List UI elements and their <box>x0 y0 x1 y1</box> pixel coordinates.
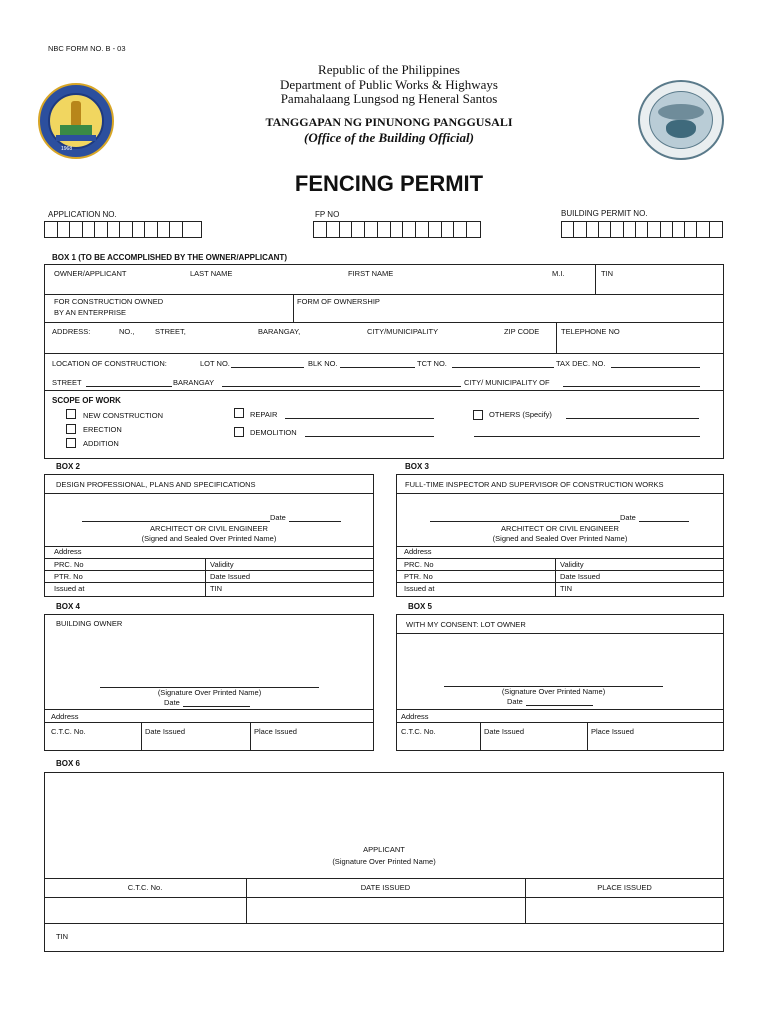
building-permit-no-label: BUILDING PERMIT NO. <box>561 209 648 218</box>
blk-no-label: BLK NO. <box>308 359 338 368</box>
tax-dec-no-field[interactable] <box>611 367 700 368</box>
box6-date-issued-field[interactable] <box>247 898 524 922</box>
box3-title: ARCHITECT OR CIVIL ENGINEER <box>501 524 619 533</box>
box2-date-issued-label: Date Issued <box>210 572 251 581</box>
box2-signature-field[interactable] <box>82 521 270 522</box>
box2-subtitle: (Signed and Sealed Over Printed Name) <box>141 534 277 543</box>
zip-code-label: ZIP CODE <box>504 327 540 336</box>
box5-date-label: Date <box>507 697 523 706</box>
form-number: NBC FORM NO. B - 03 <box>48 44 126 53</box>
box1-header: BOX 1 (TO BE ACCOMPLISHED BY THE OWNER/APPLICANT) <box>52 253 287 262</box>
fp-no-field[interactable] <box>313 221 481 238</box>
header-line-2: Department of Public Works & Highways <box>280 77 498 92</box>
box5 <box>396 614 724 751</box>
erection-checkbox[interactable] <box>66 424 76 434</box>
repair-checkbox[interactable] <box>234 408 244 418</box>
box4-header: BUILDING OWNER <box>56 619 123 628</box>
new-construction-checkbox[interactable] <box>66 409 76 419</box>
others-label: OTHERS (Specify) <box>489 410 552 419</box>
others-checkbox[interactable] <box>473 410 483 420</box>
header-line-1: Republic of the Philippines <box>318 62 460 77</box>
office-title-english: (Office of the Building Official) <box>304 130 474 145</box>
tin-label: TIN <box>601 269 614 278</box>
first-name-label: FIRST NAME <box>348 269 394 278</box>
box2-tin-label: TIN <box>210 584 223 593</box>
box3-label: BOX 3 <box>405 462 430 471</box>
others-field[interactable] <box>566 418 699 419</box>
application-no-label: APPLICATION NO. <box>48 210 117 219</box>
box6-ctc-label: C.T.C. No. <box>127 883 163 892</box>
box3-subtitle: (Signed and Sealed Over Printed Name) <box>492 534 628 543</box>
box6-applicant-label: APPLICANT <box>363 845 405 854</box>
box4-date-issued-label: Date Issued <box>145 727 186 736</box>
demolition-field[interactable] <box>305 436 434 437</box>
addition-label: ADDITION <box>83 439 119 448</box>
box5-place-issued-label: Place Issued <box>591 727 634 736</box>
box5-date-issued-label: Date Issued <box>484 727 525 736</box>
box6-tin-label: TIN <box>56 932 69 941</box>
box2-date-label: Date <box>270 513 286 522</box>
others-field-2[interactable] <box>474 436 700 437</box>
box2-prc-label: PRC. No <box>54 560 84 569</box>
repair-field[interactable] <box>285 418 434 419</box>
telephone-no-label: TELEPHONE NO <box>561 327 620 336</box>
tct-no-field[interactable] <box>452 367 554 368</box>
box6-ctc-field[interactable] <box>45 898 245 922</box>
box6-date-issued-label: DATE ISSUED <box>360 883 411 892</box>
box4-signature-label: (Signature Over Printed Name) <box>157 688 262 697</box>
box4-address-label: Address <box>51 712 79 721</box>
owner-applicant-label: OWNER/APPLICANT <box>54 269 127 278</box>
repair-label: REPAIR <box>250 410 278 419</box>
box4-date-field[interactable] <box>183 706 250 707</box>
location-barangay-label: BARANGAY <box>173 378 215 387</box>
box6-place-issued-label: PLACE ISSUED <box>597 883 652 892</box>
box3-issued-at-label: Issued at <box>404 584 435 593</box>
box5-ctc-label: C.T.C. No. <box>401 727 436 736</box>
location-city-field[interactable] <box>563 386 700 387</box>
city-seal-left-icon <box>38 83 114 159</box>
box4-ctc-label: C.T.C. No. <box>51 727 86 736</box>
box2-label: BOX 2 <box>56 462 81 471</box>
box4-date-label: Date <box>164 698 180 707</box>
header-line-3: Pamahalaang Lungsod ng Heneral Santos <box>280 91 498 106</box>
box6-signature-label: (Signature Over Printed Name) <box>332 857 436 866</box>
box4-place-issued-label: Place Issued <box>254 727 297 736</box>
form-of-ownership-label: FORM OF OWNERSHIP <box>297 297 380 306</box>
box3-header: FULL-TIME INSPECTOR AND SUPERVISOR OF CONSTRUCTION WORKS <box>405 480 664 489</box>
box3-tin-label: TIN <box>560 584 573 593</box>
box4-label: BOX 4 <box>56 602 81 611</box>
lot-no-field[interactable] <box>231 367 304 368</box>
addition-checkbox[interactable] <box>66 438 76 448</box>
location-city-label: CITY/ MUNICIPALITY OF <box>464 378 550 387</box>
box2-address-label: Address <box>54 547 82 556</box>
application-no-field[interactable] <box>44 221 202 238</box>
box5-address-label: Address <box>401 712 429 721</box>
box2-issued-at-label: Issued at <box>54 584 85 593</box>
box2-ptr-label: PTR. No <box>54 572 83 581</box>
demolition-label: DEMOLITION <box>250 428 297 437</box>
fp-no-label: FP NO <box>315 210 340 219</box>
box5-date-field[interactable] <box>526 705 593 706</box>
tct-no-label: TCT NO. <box>417 359 447 368</box>
erection-label: ERECTION <box>83 425 122 434</box>
by-enterprise-label: BY AN ENTERPRISE <box>54 308 126 317</box>
address-no-label: NO., <box>119 327 135 336</box>
box3-date-issued-label: Date Issued <box>560 572 601 581</box>
address-city-label: CITY/MUNICIPALITY <box>367 327 439 336</box>
box3-ptr-label: PTR. No <box>404 572 433 581</box>
box3-validity-label: Validity <box>560 560 584 569</box>
location-barangay-field[interactable] <box>222 386 461 387</box>
box2-validity-label: Validity <box>210 560 234 569</box>
demolition-checkbox[interactable] <box>234 427 244 437</box>
construction-owned-label: FOR CONSTRUCTION OWNED <box>54 297 164 306</box>
box4 <box>44 614 374 751</box>
new-construction-label: NEW CONSTRUCTION <box>83 411 163 420</box>
address-barangay-label: BARANGAY, <box>258 327 301 336</box>
box6-label: BOX 6 <box>56 759 81 768</box>
location-street-label: STREET <box>52 378 82 387</box>
location-label: LOCATION OF CONSTRUCTION: <box>52 359 167 368</box>
box3-date-field[interactable] <box>639 521 689 522</box>
box3-signature-field[interactable] <box>430 521 620 522</box>
box6-place-issued-field[interactable] <box>526 898 723 922</box>
last-name-label: LAST NAME <box>190 269 233 278</box>
box5-label: BOX 5 <box>408 602 433 611</box>
box3-date-label: Date <box>620 513 636 522</box>
box5-header: WITH MY CONSENT: LOT OWNER <box>406 620 526 629</box>
address-label: ADDRESS: <box>52 327 91 336</box>
address-street-label: STREET, <box>155 327 186 336</box>
office-title-tagalog: TANGGAPAN NG PINUNONG PANGGUSALI <box>265 115 513 129</box>
box3-address-label: Address <box>404 547 432 556</box>
box2-date-field[interactable] <box>289 521 341 522</box>
box3-prc-label: PRC. No <box>404 560 434 569</box>
scope-of-work-label: SCOPE OF WORK <box>52 396 121 405</box>
building-official-seal-right-icon <box>638 80 724 160</box>
page-title: FENCING PERMIT <box>294 171 484 196</box>
seal-year: 1968 <box>61 146 73 152</box>
box2-header: DESIGN PROFESSIONAL, PLANS AND SPECIFICATIONS <box>56 480 256 489</box>
blk-no-field[interactable] <box>340 367 415 368</box>
lot-no-label: LOT NO. <box>200 359 230 368</box>
box2-title: ARCHITECT OR CIVIL ENGINEER <box>150 524 268 533</box>
tax-dec-no-label: TAX DEC. NO. <box>556 359 606 368</box>
building-permit-no-field[interactable] <box>561 221 723 238</box>
mi-label: M.I. <box>552 269 565 278</box>
box5-signature-label: (Signature Over Printed Name) <box>501 687 606 696</box>
location-street-field[interactable] <box>86 386 172 387</box>
